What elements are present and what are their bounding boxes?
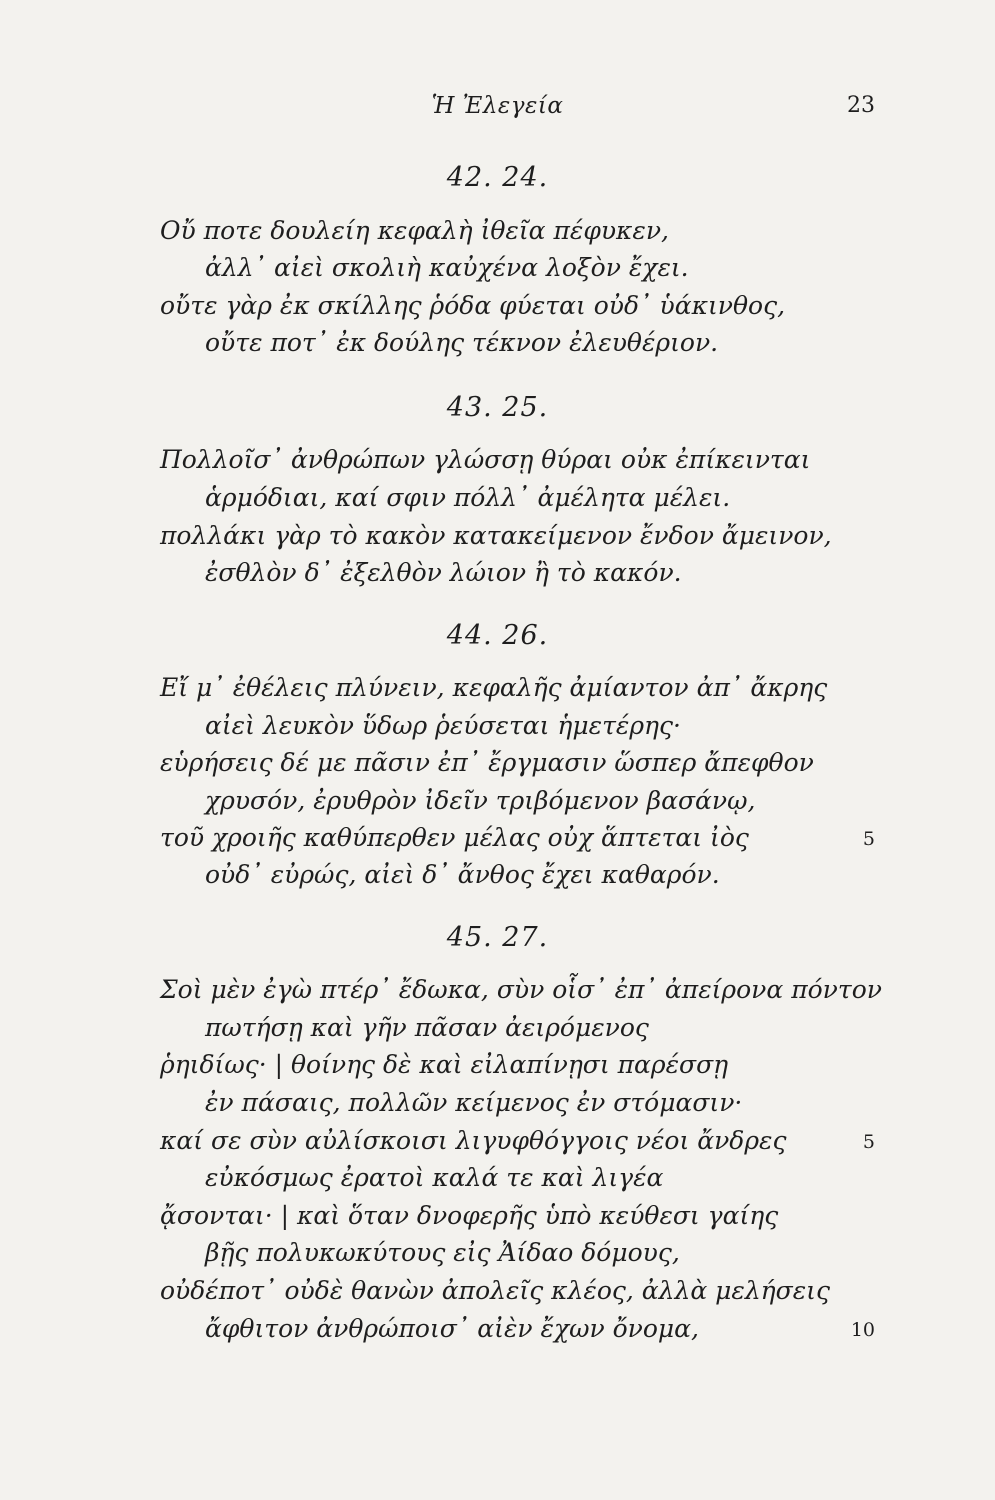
section-number: 42. 24. — [446, 162, 549, 193]
verse-line: ᾄσονται· | καὶ ὅταν δνοφερῆς ὑπὸ κεύθεσι γαίης — [160, 1201, 779, 1230]
verse-line: οὔτε γὰρ ἐκ σκίλλης ῥόδα φύεται οὐδ᾽ ὑάκινθος, — [160, 291, 786, 320]
verse-line: τοῦ χροιῆς καθύπερθεν μέλας οὐχ ἅπτεται ἰὸς — [160, 823, 749, 852]
verse-line: οὐδ᾽ εὐρώς, αἰεὶ δ᾽ ἄνθος ἔχει καθαρόν. — [205, 860, 720, 889]
verse-line: Σοὶ μὲν ἐγὼ πτέρ᾽ ἔδωκα, σὺν οἷσ᾽ ἐπ᾽ ἀπείρονα πόντον — [160, 975, 882, 1004]
line-number: 5 — [862, 1131, 875, 1153]
verse-line: ἀλλ᾽ αἰεὶ σκολιὴ καὐχένα λοξὸν ἔχει. — [205, 253, 689, 282]
running-title: Ἡ Ἐλεγεία — [431, 93, 564, 119]
verse-line: εὐκόσμως ἐρατοὶ καλά τε καὶ λιγέα — [205, 1163, 664, 1192]
verse-line: Πολλοῖσ᾽ ἀνθρώπων γλώσσῃ θύραι οὐκ ἐπίκεινται — [160, 445, 811, 474]
verse-line: εὑρήσεις δέ με πᾶσιν ἐπ᾽ ἔργμασιν ὥσπερ ἄπεφθον — [160, 748, 814, 777]
verse-line: οὐδέποτ᾽ οὐδὲ θανὼν ἀπολεῖς κλέος, ἀλλὰ μελήσεις — [160, 1276, 830, 1305]
verse-line: ἐν πάσαις, πολλῶν κείμενος ἐν στόμασιν· — [205, 1088, 743, 1117]
line-number: 5 — [862, 828, 875, 850]
line-number: 10 — [850, 1319, 875, 1341]
running-head — [0, 93, 995, 123]
page-number: 23 — [847, 93, 875, 118]
verse-line: οὔτε ποτ᾽ ἐκ δούλης τέκνον ἐλευθέριον. — [205, 328, 719, 357]
verse-line: πολλάκι γὰρ τὸ κακὸν κατακείμενον ἔνδον ἄμεινον, — [160, 521, 832, 550]
verse-line: πωτήσῃ καὶ γῆν πᾶσαν ἀειρόμενος — [205, 1013, 649, 1042]
verse-line: ἐσθλὸν δ᾽ ἐξελθὸν λώιον ἢ τὸ κακόν. — [205, 558, 682, 587]
section-number: 43. 25. — [446, 392, 549, 423]
verse-line: ἄφθιτον ἀνθρώποισ᾽ αἰὲν ἔχων ὄνομα, — [205, 1314, 699, 1343]
verse-line: Εἴ μ᾽ ἐθέλεις πλύνειν, κεφαλῆς ἀμίαντον ἀπ᾽ ἄκρης — [160, 673, 828, 702]
section-number: 44. 26. — [446, 620, 549, 651]
section-number: 45. 27. — [446, 922, 549, 953]
verse-line: ῥηιδίως· | θοίνης δὲ καὶ εἰλαπίνῃσι παρέσσῃ — [160, 1050, 729, 1079]
verse-line: ἁρμόδιαι, καί σφιν πόλλ᾽ ἀμέλητα μέλει. — [205, 483, 731, 512]
verse-line: Οὔ ποτε δουλείη κεφαλὴ ἰθεῖα πέφυκεν, — [160, 216, 669, 245]
verse-line: βῇς πολυκωκύτους εἰς Ἀίδαο δόμους, — [205, 1238, 680, 1267]
verse-line: αἰεὶ λευκὸν ὕδωρ ῥεύσεται ἡμετέρης· — [205, 711, 681, 740]
verse-line: καί σε σὺν αὐλίσκοισι λιγυφθόγγοις νέοι ἄνδρες — [160, 1126, 787, 1155]
verse-line: χρυσόν, ἐρυθρὸν ἰδεῖν τριβόμενον βασάνῳ, — [205, 786, 756, 815]
